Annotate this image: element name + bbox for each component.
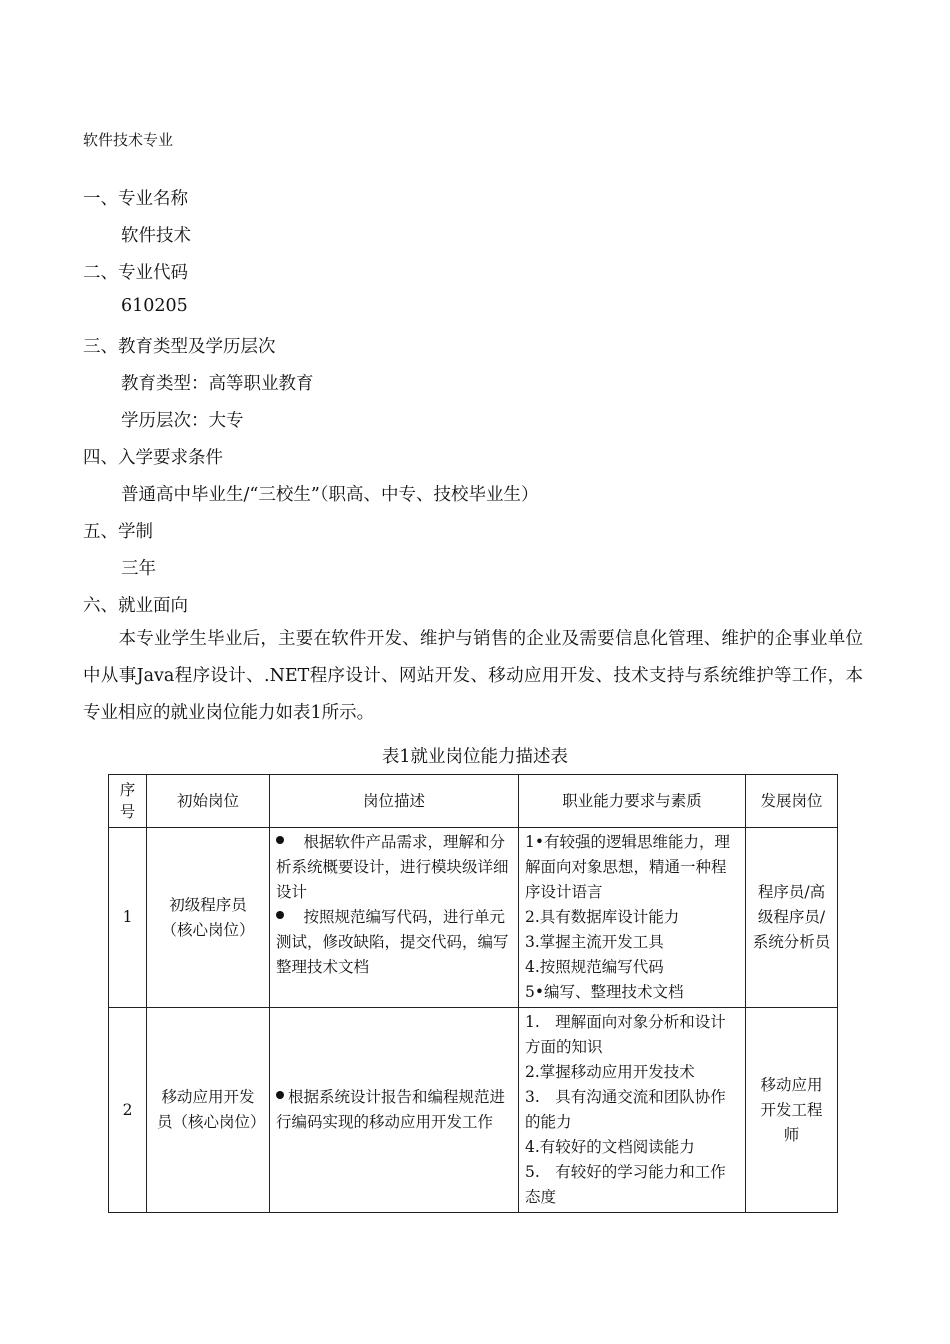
section-5-title: 五、学制: [83, 522, 153, 542]
table-caption: 表1就业岗位能力描述表: [381, 747, 569, 767]
row-2-req-item: 5. 有较好的学习能力和工作态度: [525, 1163, 726, 1206]
section-2-title: 二、专业代码: [83, 263, 188, 283]
table-header-row: [109, 775, 838, 828]
row-1-req-item: 3.掌握主流开发工具: [525, 933, 664, 951]
row-1-req-item: 5•编写、整理技术文档: [525, 983, 684, 1001]
row-1-req-item: 4.按照规范编写代码: [525, 958, 664, 976]
section-2-content: 610205: [121, 296, 188, 316]
header-development-position: 发展岗位: [746, 775, 838, 828]
header-initial-position: 初始岗位: [147, 775, 270, 828]
section-5-content: 三年: [121, 559, 156, 579]
table-row: [109, 1008, 838, 1213]
row-1-no: 1: [109, 828, 147, 1008]
bullet-icon: [276, 1091, 284, 1099]
document-header: 软件技术专业: [83, 131, 174, 149]
header-no: 序号: [109, 775, 147, 828]
section-6-title: 六、就业面向: [83, 596, 188, 616]
row-1-description: [270, 828, 519, 1008]
job-ability-table: [108, 774, 838, 1213]
row-1-requirements: [519, 828, 746, 1008]
section-4-content: 普通高中毕业生/“三校生”（职高、中专、技校毕业生）: [121, 485, 539, 505]
row-2-requirements: [519, 1008, 746, 1213]
row-2-req-item: 3. 具有沟通交流和团队协作的能力: [525, 1088, 726, 1131]
row-2-no: 2: [109, 1008, 147, 1213]
header-ability-requirements: 职业能力要求与素质: [519, 775, 746, 828]
employment-paragraph: 本专业学生毕业后，主要在软件开发、维护与销售的企业及需要信息化管理、维护的企事业单位中从事Java程序设计、.NET程序设计、网站开发、移动应用开发、技术支持与系统维护等工作，本专业相应的就业岗位能力如表1所示。: [83, 629, 863, 723]
section-3-title: 三、教育类型及学历层次: [83, 337, 276, 357]
row-2-description: [270, 1008, 519, 1213]
section-3-line-1: 教育类型：高等职业教育: [121, 374, 314, 394]
section-1-content: 软件技术: [121, 226, 191, 246]
bullet-icon: [276, 911, 284, 919]
section-1-title: 一、专业名称: [83, 189, 188, 209]
row-2-req-item: 2.掌握移动应用开发技术: [525, 1063, 695, 1081]
row-1-development: 程序员/高级程序员/系统分析员: [746, 828, 838, 1008]
row-1-desc-item: 根据软件产品需求，理解和分析系统概要设计，进行模块级详细设计: [276, 833, 509, 901]
row-1-req-item: 2.具有数据库设计能力: [525, 908, 680, 926]
bullet-icon: [276, 836, 284, 844]
row-2-initial: 移动应用开发员（核心岗位）: [147, 1008, 270, 1213]
section-4-title: 四、入学要求条件: [83, 448, 223, 468]
header-position-description: 岗位描述: [270, 775, 519, 828]
row-2-req-item: 4.有较好的文档阅读能力: [525, 1138, 695, 1156]
row-2-req-item: 1. 理解面向对象分析和设计方面的知识: [525, 1013, 726, 1056]
row-1-initial: 初级程序员（核心岗位）: [147, 828, 270, 1008]
row-2-desc-item: 根据系统设计报告和编程规范进行编码实现的移动应用开发工作: [276, 1088, 506, 1131]
row-1-req-item: 1•有较强的逻辑思维能力，理解面向对象思想，精通一种程序设计语言: [525, 833, 731, 901]
row-1-desc-item: 按照规范编写代码，进行单元测试，修改缺陷，提交代码，编写整理技术文档: [276, 908, 509, 976]
section-3-line-2: 学历层次：大专: [121, 411, 244, 431]
table-row: [109, 828, 838, 1008]
row-2-development: 移动应用开发工程师: [746, 1008, 838, 1213]
